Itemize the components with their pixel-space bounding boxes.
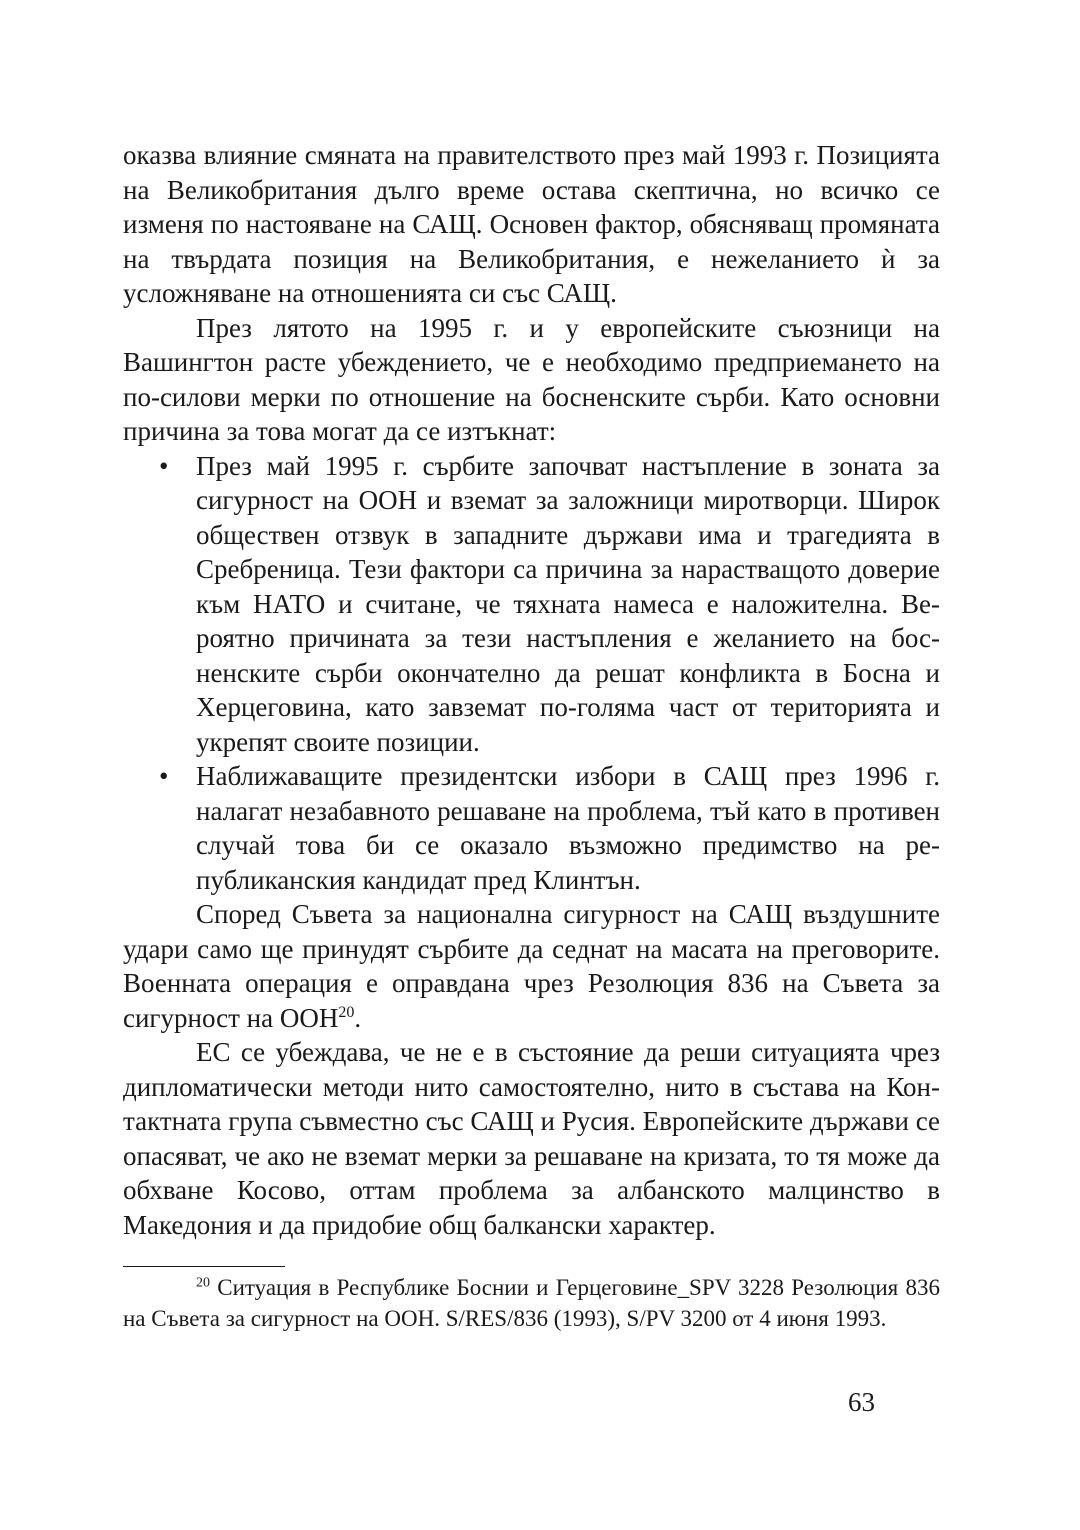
footnote [123,1272,940,1334]
page-body [123,138,940,1242]
list-item [123,759,940,897]
footnote-reference[interactable]: 20 [338,1003,355,1021]
body-paragraph-3-text: Според Съвета за национална сигурност на САЩ въздушните удари само ще принудят сърбите да седнат на масата на преговорите. Военната операция е оправдана чрез Резолюция 836 на Съвета за сигурност на ООН [123,899,940,1033]
bullet-icon: • [159,761,169,791]
page-number: 63 [848,1387,875,1417]
footnote-number: 20 [196,1275,210,1291]
body-paragraph-3-end: . [354,1002,362,1033]
list-item-text: Наближаващите президентски избори в САЩ през 1996 г. налагат незабавното решаване на проблема, тъй като в противен случай това би се оказало възможно предимство на републиканския кандидат пред Клинтън. [196,761,940,895]
body-paragraph-3 [123,897,940,1035]
body-paragraph-2: През лятото на 1995 г. и у европейските съюзници на Вашингтон расте убеждението, че е необходимо предприемането на по-силови мерки по отношение на босненските сърби. Като основни причина за това могат да се изтъкнат: [123,312,940,446]
footnote-separator [123,1266,285,1267]
list-item [123,449,940,760]
body-paragraph-1: оказва влияние смяната на правителството през май 1993 г. Позицията на Великобритания дълго време остава скептична, но всичко се изменя по настояване на САЩ. Основен фактор, обясняващ промяната на твърдата позиция на Великобритания, е нежеланието ѝ за усложняване на отношенията си със САЩ. [123,140,940,308]
list-item-text: През май 1995 г. сърбите започват настъпление в зоната за сигурност на ООН и вземат за заложници миротворци. Широк обществен отзвук в западните държави има и трагедията в Сребреница. Тези фактори са причина за нарастващото доверие към НАТО и считане, че тяхната намеса е наложителна. Вероятно причината за тези настъпления е желанието на босненските сърби окончателно да решат конфликта в Босна и Херцеговина, като завземат по-голяма част от територията и укрепят своите позиции. [196,450,940,757]
reasons-list [123,449,940,898]
footnote-text: Ситуация в Республике Боснии и Герцеговине_SPV 3228 Резолюция 836 на Съвета за сигурност на ООН. S/RES/836 (1993), S/PV 3200 от 4 июня 1993. [123,1275,940,1331]
bullet-icon: • [159,450,169,481]
body-paragraph-4: ЕС се убеждава, че не е в състояние да реши ситуацията чрез дипломатически методи нито самостоятелно, нито в състава на Контактната група съвместно със САЩ и Русия. Европейските държави се опасяват, че ако не вземат мерки за решаване на кризата, то тя може да обхване Косово, оттам проблема за албанското малцинство в Македония и да придобие общ балкански характер. [123,1037,940,1240]
